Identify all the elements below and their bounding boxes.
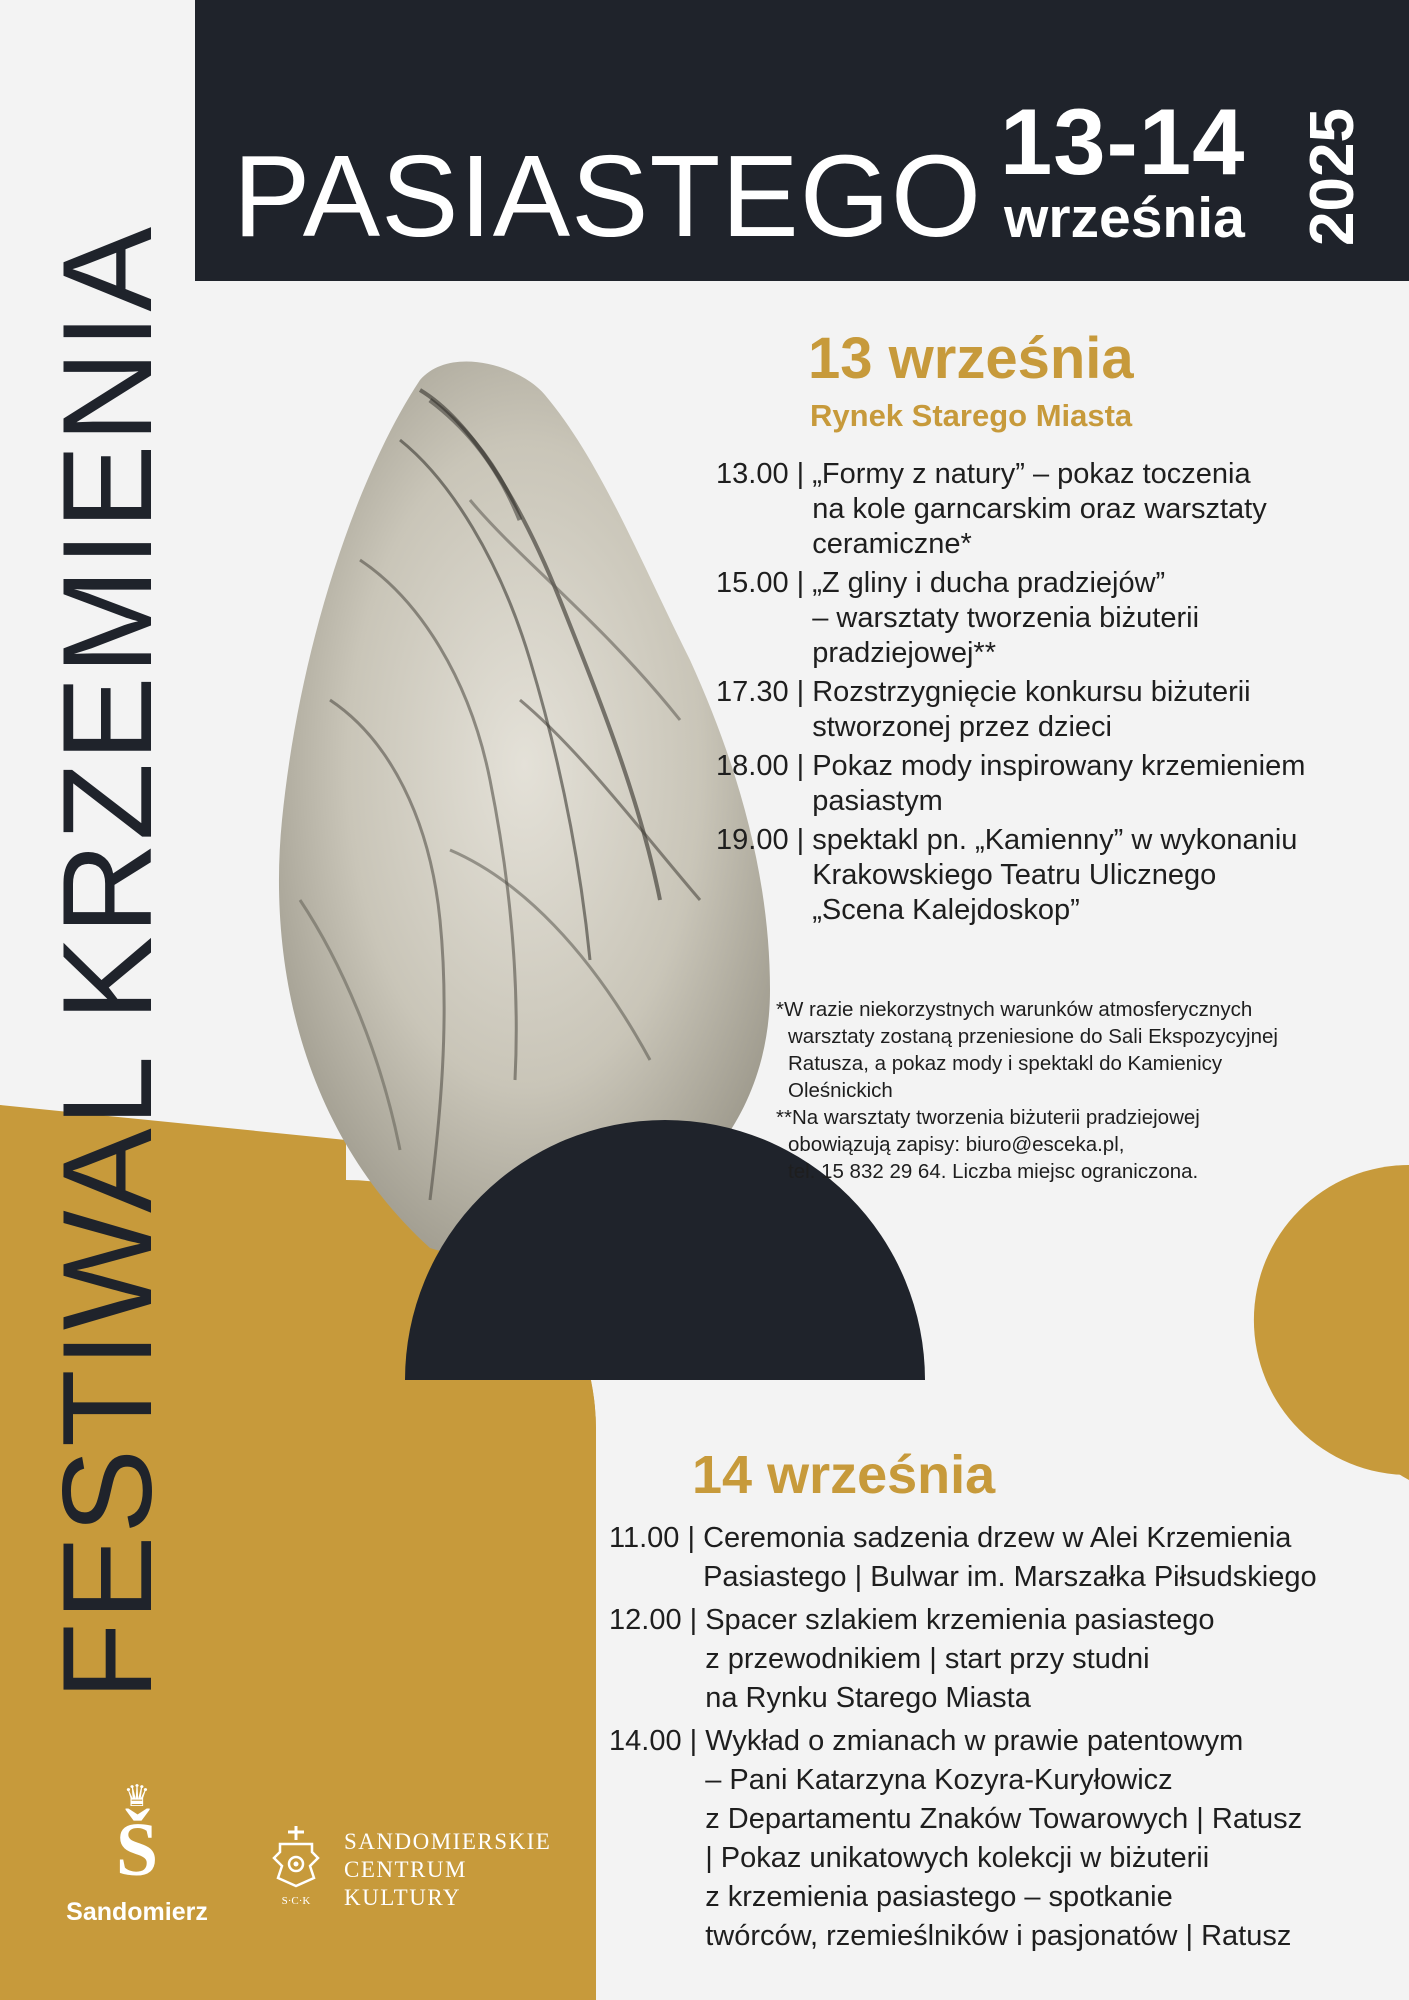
schedule-time: 17.30 | [716, 676, 813, 708]
schedule-item [716, 823, 1305, 928]
schedule-text: Wykład o zmianach w prawie patentowym – Pani Katarzyna Kozyra-Kuryłowicz z Departamentu Znaków Towarowych | Ratusz | Pokaz unikatowych kolekcji w biżuterii z krzemienia pasiastego – spotkanie twórców, rzemieślników i pasjonatów | Ratusz [705, 1725, 1303, 1952]
schedule-text: Pokaz mody inspirowany krzemieniem pasiastym [812, 750, 1306, 817]
day2-schedule [609, 1519, 1317, 1960]
schedule-item [609, 1519, 1317, 1597]
day2-heading: 14 września [692, 1445, 996, 1505]
schedule-item [716, 749, 1305, 819]
date-month: września [1004, 186, 1245, 250]
schedule-text: spektakl pn. „Kamienny” w wykonaniu Krakowskiego Teatru Ulicznego „Scena Kalejdoskop” [812, 824, 1298, 926]
schedule-item [609, 1722, 1317, 1956]
day1-schedule [716, 457, 1305, 932]
festival-vertical-title: FESTIWAL KRZEMIENIA [36, 224, 178, 1700]
day1-heading: 13 września [808, 326, 1134, 391]
footnotes [776, 996, 1278, 1185]
schedule-time: 18.00 | [716, 750, 813, 782]
day1-location: Rynek Starego Miasta [810, 398, 1133, 433]
schedule-time: 14.00 | [609, 1725, 706, 1757]
sck-name: SANDOMIERSKIE CENTRUM KULTURY [344, 1829, 552, 1910]
sck-emblem-icon [266, 1822, 326, 1910]
schedule-item [716, 675, 1305, 745]
schedule-time: 19.00 | [716, 824, 813, 856]
schedule-item [716, 457, 1305, 562]
schedule-text: Spacer szlakiem krzemienia pasiastego z przewodnikiem | start przy studni na Rynku Starego Miasta [705, 1604, 1215, 1714]
date-range: 13-14 [1000, 89, 1246, 194]
city-name: Sandomierz [66, 1898, 208, 1926]
schedule-time: 15.00 | [716, 567, 813, 599]
year-label: 2025 [1298, 108, 1367, 246]
schedule-time: 11.00 | [609, 1522, 704, 1554]
schedule-text: „Z gliny i ducha pradziejów” – warsztaty tworzenia biżuterii pradziejowej** [812, 567, 1200, 669]
schedule-time: 13.00 | [716, 458, 813, 490]
schedule-time: 12.00 | [609, 1604, 706, 1636]
city-letter: Š [115, 1808, 159, 1892]
sandomierz-logo [52, 1782, 222, 1927]
crown-icon: ♛ [123, 1780, 151, 1813]
gold-semicircle-right [1254, 1165, 1409, 1475]
title-word: PASIASTEGO [233, 131, 983, 261]
schedule-item [609, 1601, 1317, 1718]
schedule-text: „Formy z natury” – pokaz toczenia na kole garncarskim oraz warsztaty ceramiczne* [812, 458, 1267, 560]
footnote-weather: *W razie niekorzystnych warunków atmosferycznych warsztaty zostaną przeniesione do Sali Ekspozycyjnej Ratusza, a pokaz mody i spektakl do Kamienicy Oleśnickich [776, 998, 1278, 1102]
schedule-item [716, 566, 1305, 671]
schedule-text: Rozstrzygnięcie konkursu biżuterii stworzonej przez dzieci [812, 676, 1251, 743]
sck-abbr: S·C·K [281, 1895, 311, 1907]
footnote-registration: **Na warsztaty tworzenia biżuterii pradziejowej obowiązują zapisy: biuro@esceka.pl, tel. 15 832 29 64. Liczba miejsc ograniczona. [776, 1106, 1200, 1183]
schedule-text: Ceremonia sadzenia drzew w Alei Krzemienia Pasiastego | Bulwar im. Marszałka Piłsudskiego [703, 1522, 1317, 1593]
